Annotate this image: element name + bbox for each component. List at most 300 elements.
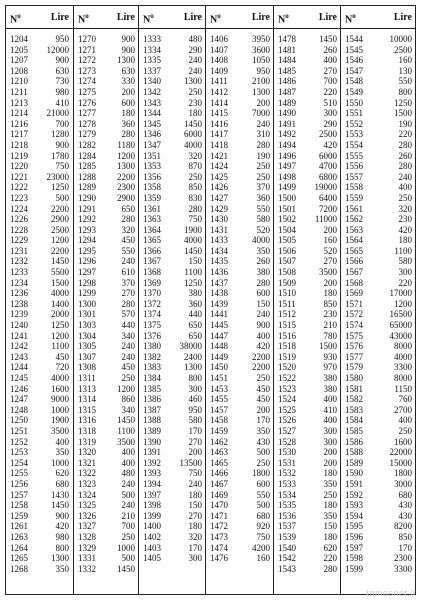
price-value: 19000 (314, 182, 337, 193)
table-row (274, 405, 341, 416)
table-row (206, 151, 274, 162)
item-number: 1597 (345, 542, 363, 553)
table-row (341, 66, 416, 77)
item-number: 1232 (10, 256, 28, 267)
price-value: 1250 (51, 182, 69, 193)
table-row (341, 288, 416, 299)
item-number: 1353 (143, 161, 161, 172)
item-number: 1389 (143, 425, 161, 436)
item-number: 1400 (143, 521, 161, 532)
table-row (74, 225, 139, 236)
table-row (74, 129, 139, 140)
item-number: 1217 (10, 129, 28, 140)
item-number: 1487 (278, 86, 296, 97)
item-number: 1576 (345, 341, 363, 352)
item-number: 1564 (345, 235, 363, 246)
table-row (139, 108, 206, 119)
item-number: 1282 (78, 139, 96, 150)
item-number: 1359 (143, 192, 161, 203)
item-number: 1506 (278, 245, 296, 256)
price-value: 160 (323, 235, 337, 246)
item-number: 1530 (278, 447, 296, 458)
item-number: 1466 (210, 468, 228, 479)
item-number: 1537 (278, 521, 296, 532)
item-number: 1358 (143, 182, 161, 193)
price-value: 400 (323, 55, 337, 66)
table-row (6, 267, 73, 278)
price-value: 350 (323, 478, 337, 489)
table-row (139, 299, 206, 310)
price-value: 1000 (51, 404, 69, 415)
item-number: 1314 (78, 394, 96, 405)
price-value: 500 (256, 447, 270, 458)
price-value: 10000 (389, 34, 412, 44)
table-row (274, 129, 341, 140)
price-value: 11000 (314, 214, 337, 225)
table-row (341, 331, 416, 342)
price-value: 3950 (252, 34, 270, 44)
item-number: 1333 (143, 34, 161, 44)
price-value: 580 (256, 214, 270, 225)
table-row (6, 500, 73, 511)
item-number: 1303 (78, 320, 96, 331)
table-row (341, 161, 416, 172)
value-header: Lire (116, 12, 135, 23)
table-row (341, 500, 416, 511)
table-row (274, 98, 341, 109)
item-number: 1294 (78, 235, 96, 246)
price-value: 370 (121, 277, 135, 288)
table-row (139, 511, 206, 522)
item-number: 1388 (143, 415, 161, 426)
table-row (139, 309, 206, 320)
price-value: 1800 (252, 468, 270, 479)
item-number: 1248 (10, 404, 28, 415)
item-number: 1268 (10, 563, 28, 574)
price-value: 4000 (252, 235, 270, 246)
table-row (6, 479, 73, 490)
price-value: 3600 (252, 44, 270, 55)
price-value: 570 (121, 309, 135, 320)
item-number: 1386 (143, 394, 161, 405)
item-number: 1240 (10, 320, 28, 331)
table-row (341, 426, 416, 437)
item-number: 1500 (278, 192, 296, 203)
item-number: 1595 (345, 521, 363, 532)
price-value: 700 (121, 521, 135, 532)
table-row (341, 415, 416, 426)
price-value: 250 (256, 171, 270, 182)
item-number: 1221 (10, 171, 28, 182)
item-number: 1390 (143, 436, 161, 447)
table-row (139, 98, 206, 109)
table-row (274, 458, 341, 469)
item-number: 1272 (78, 55, 96, 66)
item-number: 1398 (143, 500, 161, 511)
price-value: 2000 (51, 309, 69, 320)
price-value: 270 (323, 65, 337, 76)
table-row (74, 204, 139, 215)
table-row (274, 182, 341, 193)
item-number: 1565 (345, 245, 363, 256)
item-number: 1257 (10, 489, 28, 500)
item-number: 1416 (210, 118, 228, 129)
price-value: 520 (323, 245, 337, 256)
table-row (341, 299, 416, 310)
number-header: $N^o$ (10, 12, 21, 26)
table-row (341, 447, 416, 458)
price-value: 370 (256, 182, 270, 193)
table-row (206, 140, 274, 151)
price-value: 170 (188, 425, 202, 436)
table-row (341, 521, 416, 532)
table-row (341, 479, 416, 490)
price-value: 1300 (117, 161, 135, 172)
number-header: $N^o$ (143, 12, 154, 26)
item-number: 1596 (345, 531, 363, 542)
item-number: 1470 (210, 500, 228, 511)
price-value: 400 (121, 457, 135, 468)
table-row (139, 447, 206, 458)
price-value: 340 (121, 404, 135, 415)
table-row (341, 34, 416, 45)
price-value: 460 (188, 394, 202, 405)
price-value: 850 (323, 298, 337, 309)
item-number: 1211 (10, 86, 28, 97)
item-number: 1243 (10, 351, 28, 362)
table-row (206, 161, 274, 172)
price-value: 180 (188, 489, 202, 500)
price-value: 230 (398, 214, 412, 225)
item-number: 1463 (210, 447, 228, 458)
table-row (206, 246, 274, 257)
table-row (139, 490, 206, 501)
table-row (274, 172, 341, 183)
table-row (6, 278, 73, 289)
price-value: 1450 (51, 500, 69, 511)
table-row (74, 362, 139, 373)
item-number: 1374 (143, 309, 161, 320)
table-row (274, 500, 341, 511)
item-number: 1584 (345, 415, 363, 426)
item-number: 1508 (278, 267, 296, 278)
table-row (206, 331, 274, 342)
item-number: 1376 (143, 330, 161, 341)
price-value: 250 (188, 171, 202, 182)
price-value: 1180 (117, 139, 135, 150)
item-number: 1430 (210, 214, 228, 225)
item-number: 1441 (210, 309, 228, 320)
price-value: 1150 (394, 383, 412, 394)
table-row (206, 309, 274, 320)
item-number: 1481 (278, 44, 296, 55)
table-row (74, 553, 139, 564)
item-number: 1577 (345, 351, 363, 362)
table-row (341, 129, 416, 140)
price-value: 17000 (389, 288, 412, 299)
price-value: 160 (398, 55, 412, 66)
table-row (74, 405, 139, 416)
table-row (6, 309, 73, 320)
table-row (206, 55, 274, 66)
table-row (206, 352, 274, 363)
item-number: 1592 (345, 489, 363, 500)
price-value: 2700 (394, 404, 412, 415)
table-row (139, 553, 206, 564)
table-row (139, 45, 206, 56)
price-value: 7200 (319, 203, 337, 214)
price-value: 240 (188, 65, 202, 76)
table-row (74, 373, 139, 384)
table-row (6, 45, 73, 56)
table-row (341, 553, 416, 564)
price-value: 150 (188, 500, 202, 511)
item-number: 1523 (278, 383, 296, 394)
number-header: $N^o$ (345, 12, 356, 26)
item-number: 1525 (278, 404, 296, 415)
item-number: 1551 (345, 108, 363, 119)
value-header: Lire (50, 12, 69, 23)
item-number: 1356 (143, 171, 161, 182)
table-row (139, 34, 206, 45)
table-row (74, 45, 139, 56)
price-value: 1050 (252, 55, 270, 66)
price-value: 680 (256, 510, 270, 521)
table-row (139, 140, 206, 151)
table-column (273, 6, 341, 594)
item-number: 1459 (210, 425, 228, 436)
table-row (6, 511, 73, 522)
item-number: 1572 (345, 309, 363, 320)
price-value: 260 (256, 256, 270, 267)
table-row (341, 458, 416, 469)
table-row (341, 225, 416, 236)
item-number: 1315 (78, 404, 96, 415)
item-number: 1323 (78, 478, 96, 489)
item-number: 1252 (10, 436, 28, 447)
price-value: 380 (323, 383, 337, 394)
price-value: 1100 (184, 267, 202, 278)
table-row (274, 352, 341, 363)
table-row (139, 532, 206, 543)
table-row (206, 362, 274, 373)
item-number: 1492 (278, 129, 296, 140)
table-row (274, 468, 341, 479)
item-number: 1598 (345, 553, 363, 564)
price-value: 250 (121, 373, 135, 383)
item-number: 1497 (278, 161, 296, 172)
price-value: 1780 (51, 150, 69, 161)
price-value: 400 (323, 394, 337, 405)
item-number: 1204 (10, 34, 28, 44)
price-value: 900 (55, 55, 69, 66)
price-value: 2200 (252, 362, 270, 373)
number-header: $N^o$ (78, 12, 89, 26)
table-row (206, 394, 274, 405)
item-number: 1247 (10, 394, 28, 405)
price-value: 2900 (117, 192, 135, 203)
item-number: 1250 (10, 415, 28, 426)
table-row (139, 320, 206, 331)
item-number: 1536 (278, 510, 296, 521)
price-value: 320 (121, 224, 135, 235)
item-number: 1566 (345, 256, 363, 267)
price-value: 1100 (117, 425, 135, 436)
table-row (139, 426, 206, 437)
item-number: 1383 (143, 362, 161, 373)
price-value: 250 (398, 425, 412, 436)
item-number: 1273 (78, 65, 96, 76)
item-number: 1292 (78, 214, 96, 225)
table-row (74, 34, 139, 45)
table-row (74, 564, 139, 575)
table-row (274, 45, 341, 56)
price-value: 420 (256, 341, 270, 352)
item-number: 1501 (278, 203, 296, 214)
price-value: 6400 (319, 192, 337, 203)
price-value: 950 (188, 404, 202, 415)
item-number: 1284 (78, 150, 96, 161)
table-row (139, 172, 206, 183)
price-value: 1600 (51, 383, 69, 394)
table-row (206, 119, 274, 130)
item-number: 1549 (345, 86, 363, 97)
price-value: 250 (121, 531, 135, 542)
price-value: 12000 (46, 44, 69, 55)
item-number: 1253 (10, 447, 28, 458)
price-value: 320 (188, 150, 202, 161)
price-value: 220 (323, 86, 337, 97)
item-number: 1527 (278, 425, 296, 436)
item-number: 1332 (78, 563, 96, 574)
price-value: 970 (323, 362, 337, 373)
price-value: 250 (256, 161, 270, 172)
item-number: 1455 (210, 394, 228, 405)
table-row (341, 119, 416, 130)
table-row (139, 256, 206, 267)
price-value: 440 (188, 309, 202, 320)
price-value: 550 (256, 203, 270, 214)
item-number: 1233 (10, 267, 28, 278)
price-value: 620 (323, 542, 337, 553)
price-value: 420 (55, 521, 69, 532)
price-value: 1250 (394, 97, 412, 108)
price-value: 210 (323, 320, 337, 331)
table-row (341, 405, 416, 416)
table-row (274, 394, 341, 405)
price-value: 3500 (117, 436, 135, 447)
price-value: 680 (55, 478, 69, 489)
item-number: 1417 (210, 129, 228, 140)
table-row (206, 447, 274, 458)
table-row (6, 140, 73, 151)
price-value: 2200 (252, 351, 270, 362)
item-number: 1433 (210, 235, 228, 246)
item-number: 1238 (10, 298, 28, 309)
item-number: 1520 (278, 362, 296, 373)
price-value: 16500 (389, 309, 412, 320)
price-value: 270 (188, 510, 202, 521)
table-row (206, 532, 274, 543)
table-row (139, 246, 206, 257)
price-value: 600 (256, 288, 270, 299)
table-row (74, 151, 139, 162)
table-column (138, 6, 206, 594)
price-value: 280 (121, 214, 135, 225)
price-value: 8200 (394, 521, 412, 532)
table-row (74, 468, 139, 479)
table-row (139, 468, 206, 479)
item-number: 1387 (143, 404, 161, 415)
price-value: 7000 (252, 108, 270, 119)
table-row (74, 161, 139, 172)
table-row (139, 151, 206, 162)
table-row (341, 55, 416, 66)
item-number: 1295 (78, 245, 96, 256)
item-number: 1405 (143, 553, 161, 564)
item-number: 1581 (345, 383, 363, 394)
item-number: 1316 (78, 415, 96, 426)
price-value: 480 (188, 34, 202, 44)
price-value: 1500 (394, 108, 412, 119)
price-value: 200 (256, 97, 270, 108)
item-number: 1228 (10, 224, 28, 235)
table-row (6, 458, 73, 469)
item-number: 1367 (143, 256, 161, 267)
price-value: 220 (398, 129, 412, 140)
price-value: 420 (323, 139, 337, 150)
price-value: 450 (121, 362, 135, 373)
table-row (274, 320, 341, 331)
price-value: 380 (323, 373, 337, 383)
table-row (341, 564, 416, 575)
price-value: 6800 (319, 171, 337, 182)
item-number: 1297 (78, 267, 96, 278)
item-number: 1531 (278, 457, 296, 468)
price-value: 280 (323, 563, 337, 574)
item-number: 1408 (210, 55, 228, 66)
price-value: 1300 (184, 362, 202, 373)
price-value: 1300 (51, 553, 69, 564)
item-number: 1346 (143, 129, 161, 140)
price-value: 150 (256, 298, 270, 309)
price-value: 950 (256, 65, 270, 76)
table-row (206, 468, 274, 479)
price-value: 580 (188, 415, 202, 426)
table-row (274, 55, 341, 66)
price-value: 440 (121, 320, 135, 331)
item-number: 1216 (10, 118, 28, 129)
item-number: 1429 (210, 203, 228, 214)
table-row (6, 98, 73, 109)
price-value: 3500 (51, 425, 69, 436)
item-number: 1382 (143, 351, 161, 362)
price-value: 2300 (117, 182, 135, 193)
price-value: 1450 (184, 118, 202, 129)
table-row (341, 352, 416, 363)
table-row (74, 246, 139, 257)
price-value: 180 (188, 521, 202, 532)
item-number: 1214 (10, 108, 28, 119)
price-value: 1250 (51, 320, 69, 331)
item-number: 1424 (210, 161, 228, 172)
item-number: 1278 (78, 118, 96, 129)
table-row (6, 246, 73, 257)
item-number: 1474 (210, 542, 228, 553)
price-value: 220 (323, 553, 337, 564)
price-value: 610 (121, 267, 135, 278)
table-row (341, 468, 416, 479)
